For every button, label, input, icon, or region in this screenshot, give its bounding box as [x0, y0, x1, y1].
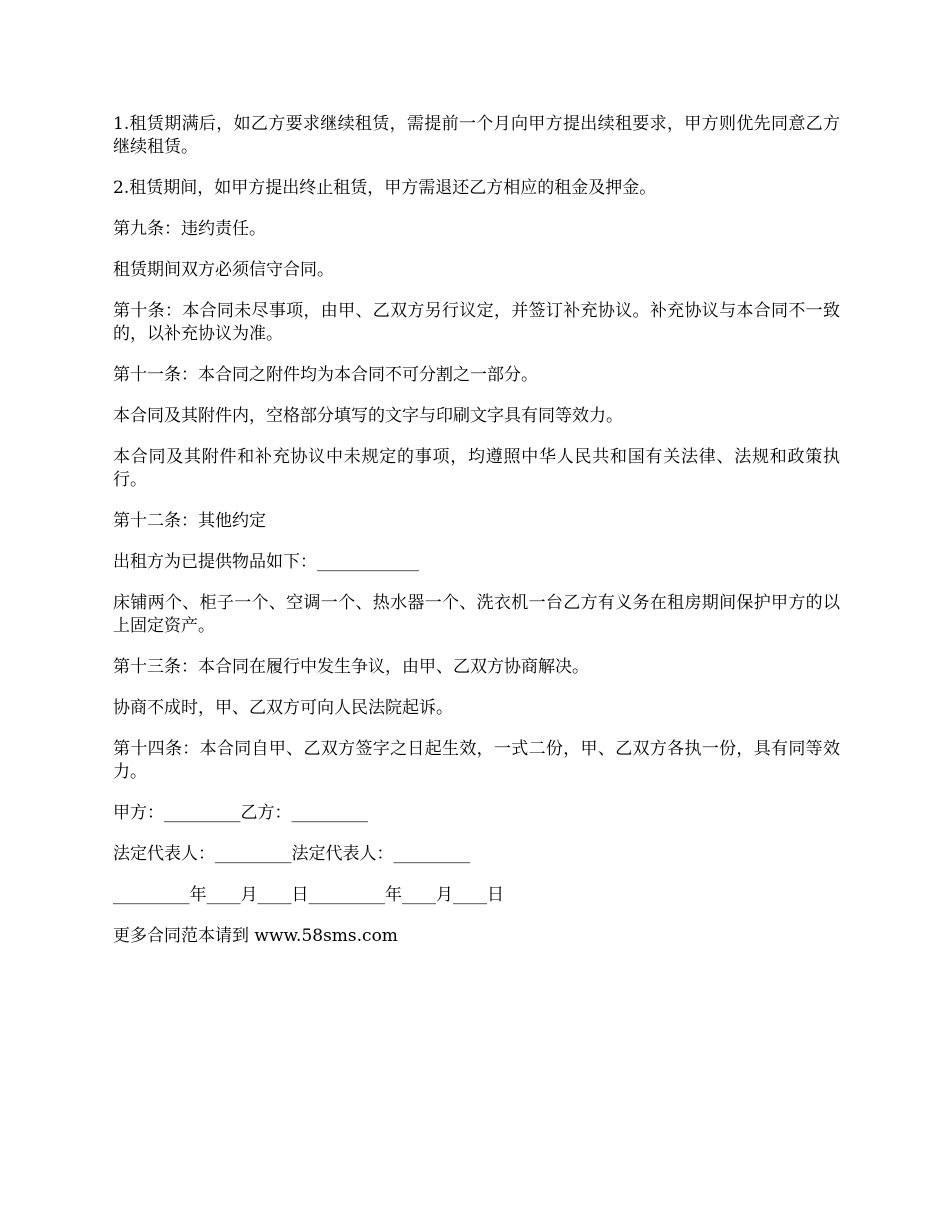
party-signature-line: 甲方：_________乙方：_________ [113, 803, 368, 823]
article-12-heading: 第十二条：其他约定 [113, 511, 266, 531]
provided-items-list: 床铺两个、柜子一个、空调一个、热水器一个、洗衣机一台乙方有义务在租房期间保护甲方的以上固定资产。 [113, 593, 840, 636]
article-9-text: 租赁期间双方必须信守合同。 [113, 260, 334, 280]
attachment-blanks-clause: 本合同及其附件内，空格部分填写的文字与印刷文字具有同等效力。 [113, 406, 623, 426]
litigation-clause: 协商不成时，甲、乙双方可向人民法院起诉。 [113, 698, 453, 718]
article-9-heading: 第九条：违约责任。 [113, 219, 266, 239]
document-body [113, 113, 840, 966]
clause-termination: 2.租赁期间，如甲方提出终止租赁，甲方需退还乙方相应的租金及押金。 [113, 178, 657, 198]
article-13: 第十三条：本合同在履行中发生争议，由甲、乙双方协商解决。 [113, 657, 589, 677]
article-14: 第十四条：本合同自甲、乙双方签字之日起生效，一式二份，甲、乙双方各执一份，具有同等效力。 [113, 739, 840, 782]
signing-date-line: _________年____月____日_________年____月____日 [113, 885, 504, 905]
article-11: 第十一条：本合同之附件均为本合同不可分割之一部分。 [113, 365, 538, 385]
applicable-law-clause: 本合同及其附件和补充协议中未规定的事项，均遵照中华人民共和国有关法律、法规和政策执行。 [113, 447, 840, 490]
clause-renewal: 1.租赁期满后，如乙方要求继续租赁，需提前一个月向甲方提出续租要求，甲方则优先同意乙方继续租赁。 [113, 114, 840, 157]
footer-website-note: 更多合同范本请到 www.58sms.com [113, 926, 398, 946]
legal-representative-line: 法定代表人：_________法定代表人：_________ [113, 844, 470, 864]
article-10: 第十条：本合同未尽事项，由甲、乙双方另行议定，并签订补充协议。补充协议与本合同不一致的，以补充协议为准。 [113, 301, 840, 344]
provided-items-line: 出租方为已提供物品如下：____________ [113, 552, 419, 572]
